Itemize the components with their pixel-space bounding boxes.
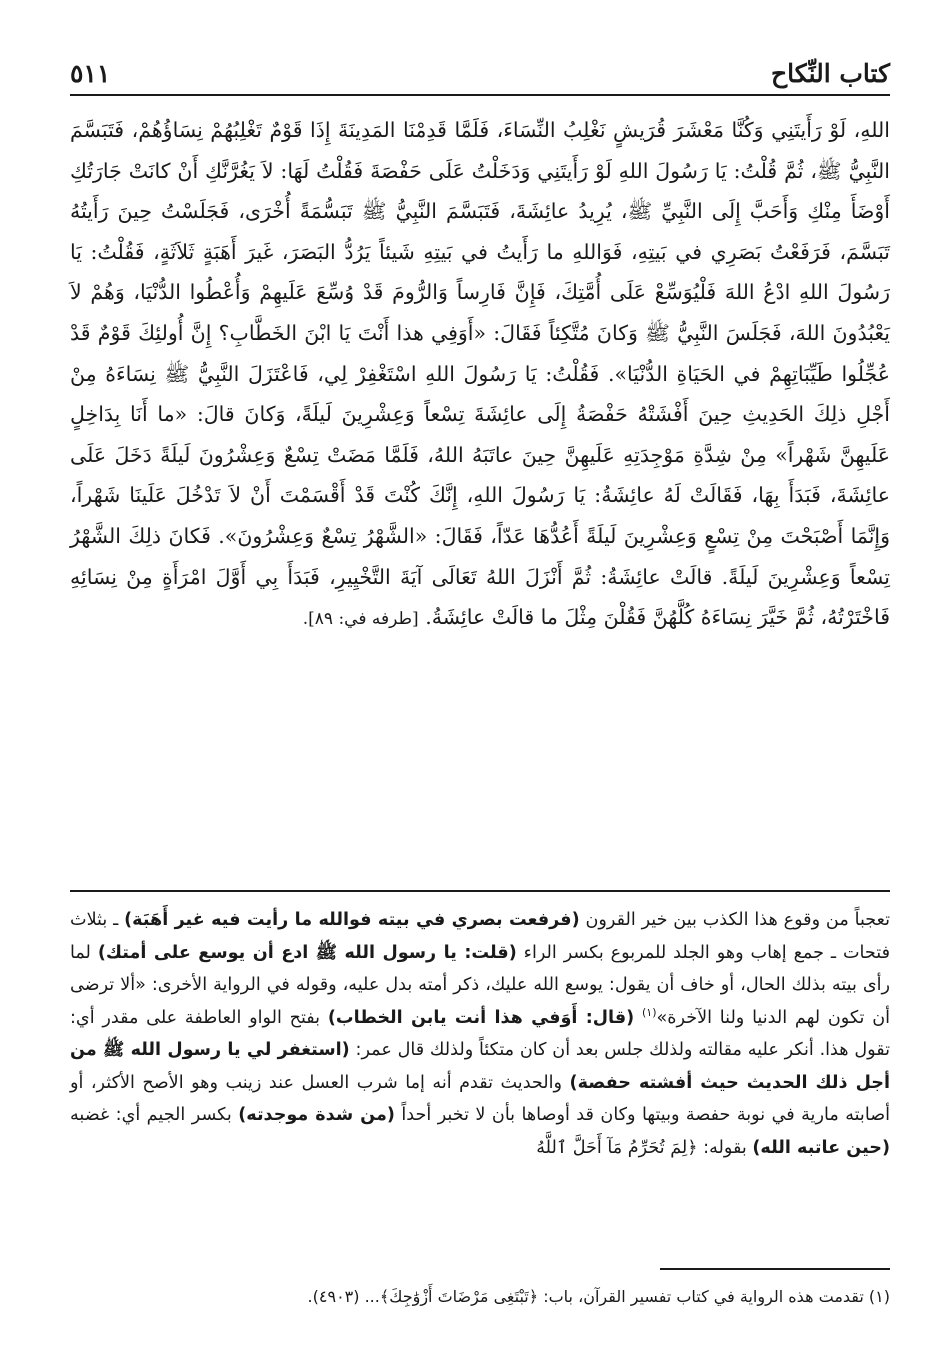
commentary-text: بفتح الواو العاطفة على مقدر أي: تقول هذا. أنكر عليه مقالته ولذلك جلس بعد أن كان متكئاً ولذلك قال عمر: [70,1007,890,1060]
commentary-text: لما رأى بيته بذلك الحال، أو خاف أن يقول: يوسع الله عليك، ذكر أمته بدل عليه، وقوله في الرواية الأخرى: «ألا ترضى أن تكون لهم الدنيا ولنا الآخرة» [70,942,891,1028]
commentary-text: تعجباً من وقوع هذا الكذب بين خير القرون [585,910,890,930]
commentary-divider [70,890,890,892]
footnote-text: (١) تقدمت هذه الرواية في كتاب تفسير القرآن، باب: ﴿تَبْتَغِى مَرْضَاتَ أَزْوَٰجِكَ﴾... (٤٩٠٣). [307,1287,890,1306]
hadith-text [70,110,890,640]
cross-reference: [طرفه في: ٨٩]. [302,609,419,630]
quoted-phrase: (فرفعت بصري في بيته فوالله ما رأيت فيه غير أَهَبَة) [124,910,580,930]
quoted-phrase: (حين عاتبه الله) [752,1137,890,1158]
footnote [70,1282,890,1312]
footnote-divider [660,1268,890,1270]
footnote-marker[interactable]: (١) [642,1005,657,1019]
book-title: كتاب النِّكاح [771,59,890,88]
commentary-text: بقوله: ﴿لِمَ تُحَرِّمُ مَآ أَحَلَّ ٱللَّهُ [536,1137,747,1158]
hadith-body: اللهِ، لَوْ رَأَيتَنِي وَكُنَّا مَعْشَرَ قُرَيشٍ نَغْلِبُ النِّسَاءَ، فَلَمَّا قَدِمْنَا المَدِينَةَ إِذَا قَوْمٌ تَغْلِبُهُمْ نِسَاؤُهُمْ، فَتَبَسَّمَ النَّبِيُّ ﷺ، ثُمَّ قُلْتُ: يَا رَسُولَ اللهِ لَوْ رَأَيتَنِي وَدَخَلْتُ عَلَى حَفْصَةَ فَقُلْتُ لَهَا: لاَ يَغُرَّنَّكِ أَنْ كانَتْ جَارَتُكِ أَوْضَأَ مِنْكِ وَأَحَبَّ إِلَى النَّبِيِّ ﷺ، يُرِيدُ عائِشَةَ، فَتَبَسَّمَ النَّبِيُّ ﷺ تَبَسُّمَةً أُخْرَى، فَجَلَسْتُ حِينَ رَأَيتُهُ تَبَسَّمَ، فَرَفَعْتُ بَصَرِي في بَيتِهِ، فَوَاللهِ ما رَأَيتُ في بَيتِهِ شَيئاً يَرُدُّ البَصَرَ، غَيرَ أَهَبَةٍ ثَلاَثَةٍ، فَقُلْتُ: يَا رَسُولَ اللهِ ادْعُ اللهَ فَلْيُوَسِّعْ عَلَى أُمَّتِكَ، فَإِنَّ فَارِساً وَالرُّومَ قَدْ وُسِّعَ عَلَيهِمْ وَأُعْطُوا الدُّنْيَا، وَهُمْ لاَ يَعْبُدُونَ اللهَ، فَجَلَسَ النَّبِيُّ ﷺ وَكانَ مُتَّكِئاً فَقَالَ: «أَوَفِي هذا أَنْتَ يَا ابْنَ الخَطَّابِ؟ إِنَّ أُولئِكَ قَوْمٌ قَدْ عُجِّلُوا طَيِّبَاتِهِمْ في الحَيَاةِ الدُّنْيَا». فَقُلْتُ: يَا رَسُولَ اللهِ اسْتَغْفِرْ لِي، فَاعْتَزَلَ النَّبِيُّ ﷺ نِسَاءَهُ مِنْ أَجْلِ ذلِكَ الحَدِيثِ حِينَ أَفْشَتْهُ حَفْصَةُ إِلَى عائِشَةَ تِسْعاً وَعِشْرِينَ لَيلَةً، وَكانَ قالَ: «ما أَنَا بِدَاخِلٍ عَلَيهِنَّ شَهْراً» مِنْ شِدَّةِ مَوْجِدَتِهِ عَلَيهِنَّ حِينَ عاتَبَهُ اللهُ، فَلَمَّا مَضَتْ تِسْعٌ وَعِشْرُونَ لَيلَةً دَخَلَ عَلَى عائِشَةَ، فَبَدَأَ بِهَا، فَقَالَتْ لَهُ عائِشَةُ: يَا رَسُولَ اللهِ، إِنَّكَ كُنْتَ قَدْ أَقْسَمْتَ أَنْ لاَ تَدْخُلَ عَلَينَا شَهْراً، وَإِنَّمَا أَصْبَحْتَ مِنْ تِسْعٍ وَعِشْرِينَ لَيلَةً أَعُدُّهَا عَدّاً، فَقَالَ: «الشَّهْرُ تِسْعٌ وَعِشْرُونَ». فَكانَ ذلِكَ الشَّهْرُ تِسْعاً وَعِشْرِينَ لَيلَةً. قالَتْ عائِشَةُ: ثُمَّ أَنْزَلَ اللهُ تَعَالَى آيَةَ التَّخْيِيرِ، فَبَدَأَ بِي أَوَّلَ امْرَأَةٍ مِنْ نِسَائِهِ فَاخْتَرْتُهُ، ثُمَّ خَيَّرَ نِسَاءَهُ كُلَّهُنَّ فَقُلْنَ مِثْلَ ما قالَتْ عائِشَةُ. [70,118,890,630]
commentary-text: ـ بثلاث فتحات ـ جمع إهاب وهو الجلد للمربوع بكسر الراء [70,910,890,963]
quoted-phrase: (قلت: يا رسول الله ﷺ ادع أن يوسع على أمتك) [97,942,517,963]
commentary [70,904,890,1164]
quoted-phrase: (استغفر لي يا رسول الله ﷺ من أجل ذلك الحديث حيث أفشته حفصة) [70,1040,890,1093]
quoted-phrase: (قال: أَوَفي هذا أنت يابن الخطاب) [327,1007,635,1028]
page-number: ٥١١ [70,59,111,88]
page-header [70,44,890,96]
book-page [70,44,890,1334]
commentary-text: والحديث تقدم أنه إما شرب العسل عند زينب وهو الأصح الأكثر، أو أصابته مارية في نوبة حفصة وبيتها وكان قد أوصاها بأن لا تخبر أحداً [70,1072,891,1125]
commentary-text: بكسر الجيم أي: غضبه [70,1105,232,1125]
quoted-phrase: (من شدة موجدته) [238,1105,395,1125]
